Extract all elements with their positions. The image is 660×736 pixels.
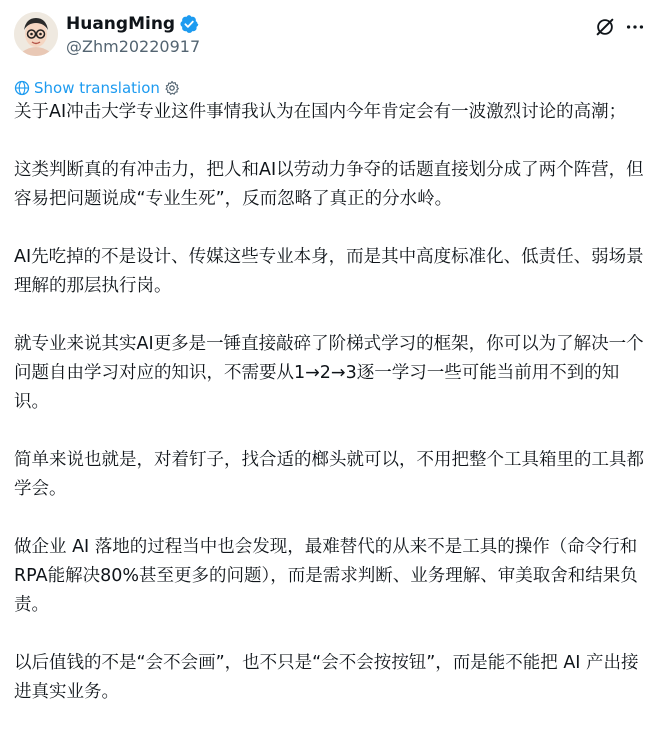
verified-badge-icon[interactable] <box>179 14 199 34</box>
post-paragraph: 做企业 AI 落地的过程当中也会发现，最难替代的从来不是工具的操作（命令行和RPA能解决80%甚至更多的问题），而是需求判断、业务理解、审美取舍和结果负责。 <box>14 537 638 615</box>
globe-icon <box>14 80 30 96</box>
author-handle[interactable]: @Zhm20220917 <box>66 37 201 56</box>
show-translation-label[interactable]: Show translation <box>34 79 160 97</box>
more-icon[interactable] <box>624 16 646 38</box>
display-name[interactable]: HuangMing <box>66 14 176 34</box>
show-translation[interactable] <box>14 78 180 98</box>
post-paragraph: 关于AI冲击大学专业这件事情我认为在国内今年肯定会有一波激烈讨论的高潮； <box>14 102 627 122</box>
post-paragraph: AI先吃掉的不是设计、传媒这些专业本身，而是其中高度标准化、低责任、弱场景理解的那层执行岗。 <box>14 247 644 296</box>
post-paragraph: 以后值钱的不是“会不会画”，也不只是“会不会按按钮”，而是能不能把 AI 产出接进真实业务。 <box>14 653 639 702</box>
avatar[interactable] <box>14 12 58 56</box>
post-paragraph: 就专业来说其实AI更多是一锤直接敲碎了阶梯式学习的框架，你可以为了解决一个问题自由学习对应的知识，不需要从1→2→3逐一学习一些可能当前用不到的知识。 <box>14 334 644 412</box>
name-row <box>66 14 199 34</box>
grok-icon[interactable] <box>594 16 616 38</box>
gear-icon[interactable] <box>164 80 180 96</box>
post-header <box>14 12 646 64</box>
post-body <box>14 98 650 736</box>
avatar-illustration <box>14 12 58 56</box>
post-paragraph: 简单来说也就是，对着钉子，找合适的榔头就可以，不用把整个工具箱里的工具都学会。 <box>14 450 644 499</box>
post-paragraph: 这类判断真的有冲击力，把人和AI以劳动力争夺的话题直接划分成了两个阵营，但容易把问题说成“专业生死”，反而忽略了真正的分水岭。 <box>14 160 644 209</box>
